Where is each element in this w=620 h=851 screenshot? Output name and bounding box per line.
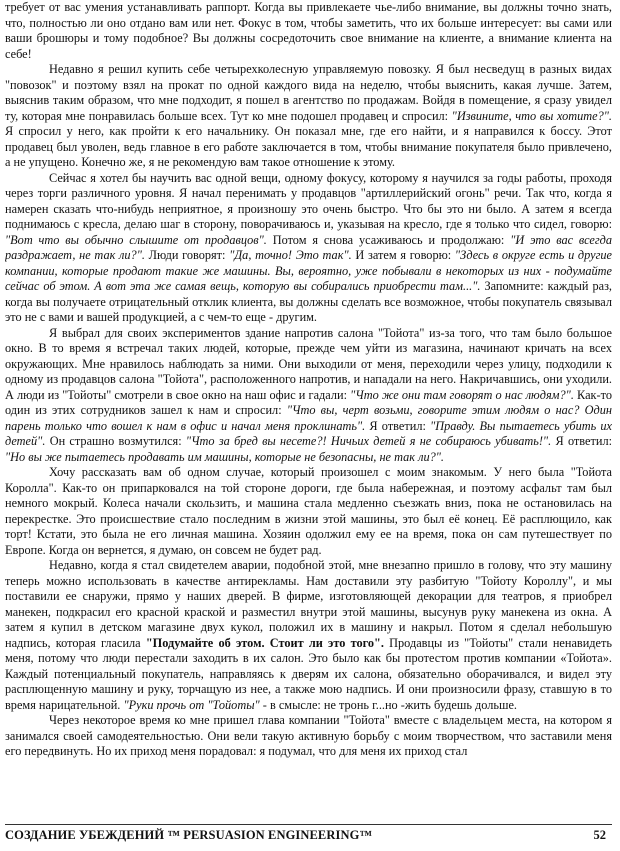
text-run: Он страшно возмутился: xyxy=(45,434,186,448)
quote-run: "Здесь в округе есть и другие компании, которые продают такие же машины. Вы, вероятно, уже побывали в некоторых из них - подумайте сейчас об этом. А вот эта же самая вещь, которую вы собирались приобрести там...". xyxy=(5,248,612,293)
quote-run: "Да, точно! Это так". xyxy=(229,248,352,262)
text-run: Как-то один из этих сотрудников зашел к нам и спросил: xyxy=(5,387,612,417)
quote-run: "Но вы же пытаетесь продавать им машины, которые не безопасны, не так ли?". xyxy=(5,449,444,464)
quote-run: "Вот что вы обычно слышите от продавцов". xyxy=(5,232,267,247)
text-run: требует от вас умения устанавливать раппорт. Когда вы привлекаете чье-либо внимание, вы должны точно знать, что, полностью ли оно отдано вам или нет. Фокус в том, чтобы заметить, что их больше интересует: вы сами или ваши брошюры и тому подобное? Вы должны сосредоточить свое внимание на клиенте, а внимание клиента на себе! xyxy=(5,0,612,61)
text-run: Хочу рассказать вам об одном случае, который произошел с моим знакомым. У него была "Тойота Королла". Как-то он припарковался на той стороне дороги, где была набережная, и поэтому асфальт там был немного мокрый. Колеса начали скользить, и машина стала медленно съезжать вниз, пока не остановилась на перекрестке. Это происшествие стало последним в жизни этой машины, это был её конец. Её расплющило, как торт! Кстати, это была не его личная машина. Хозяин одолжил ему ее на время, пока он сам путешествует по Европе. Когда он вернется, я думаю, он совсем не будет рад. xyxy=(5,465,612,557)
page-footer xyxy=(5,828,612,846)
text-run: Я спросил у него, как пройти к его начальнику. Он показал мне, где его найти, и я направился к боссу. Этот продавец был уволен, ведь главное в его работе заключается в том, чтобы внимание покупателя было привлечено, а не упущено. Конечно же, я не рекомендую вам такое отношение к этому. xyxy=(5,124,612,169)
quote-run: "Что вы, черт возьми, говорите этим людям о нас? Один парень только что вошел к нам в офис и начал меня проклинать". xyxy=(5,403,612,433)
text-run: Потом я снова усаживаюсь и продолжаю: xyxy=(266,232,511,247)
quote-run: "Что за бред вы несете?! Ничьих детей я не собираюсь убивать!". xyxy=(185,434,552,448)
text-run: Сейчас я хотел бы научить вас одной вещи, одному фокусу, которому я научился за годы работы, проходя через торги различного уровня. Я начал перенимать у продавцов "артиллерийский огонь" речи. Так что, когда я намерен сказать что-нибудь неприятное, я произношу это очень быстро. Что бы это ни было. А затем я всегда поднимаюсь с кресла, делаю шаг в сторону, поворачиваюсь и, указывая на кресло, где я только что сидел, говорю: xyxy=(5,170,612,231)
text-run: Я ответил: xyxy=(551,434,612,448)
text-run: Через некоторое время ко мне пришел глава компании "Тойота" вместе с владельцем места, на котором я занимался своей самодеятельностью. Они вели такую активную борьбу с моим творчеством, что заставили меня его передвинуть. Но их приход меня порадовал: я подумал, что для меня их приход стал xyxy=(5,713,612,758)
body-text xyxy=(5,0,612,818)
quote-run: "Извините, что вы хотите?". xyxy=(451,108,612,123)
paragraph-7 xyxy=(5,713,612,760)
page-number: 52 xyxy=(593,828,606,842)
text-run: Недавно, когда я стал свидетелем аварии, подобной этой, мне внезапно пришло в голову, что эту машину теперь можно использовать в качестве антирекламы. Нам доставили эту разбитую "Тойоту Короллу", и мы поставили ее снаружи, прямо у наших дверей. В фирме, изготовляющей декорации для театров, я приобрел манекен, подкрасил его красной краской и разместил внутри этой машины, высунув руку манекена из окна. А затем я купил в детском магазине двух кукол, положил их в машину и накрыл. Потом я сделал небольшую надпись, которая гласила xyxy=(5,558,612,650)
text-run: Люди говорят: xyxy=(144,248,230,262)
paragraph-4 xyxy=(5,326,612,466)
text-run: Я ответил: xyxy=(365,418,431,433)
footer-book-title: СОЗДАНИЕ УБЕЖДЕНИЙ ™ PERSUASION ENGINEERING™ xyxy=(5,828,373,842)
quote-run: "И это вас всегда раздражает, не так ли?". xyxy=(5,232,612,262)
text-run: Недавно я решил купить себе четырехколесную управляемую повозку. Я был несведущ в разных видах "повозок" и поэтому взял на прокат по одной каждого вида на неделю, чтобы выяснить, какая лучше. Затем, выяснив таким образом, что мне подходит, я пошел в агентство по продажам. Войдя в помещение, я сразу увидел ту, которая мне понравилась больше всех. Тут ко мне подошел продавец и спросил: xyxy=(5,62,612,123)
text-run: Запомните: каждый раз, когда вы получаете отрицательный отклик клиента, вы должны сделать все возможное, чтобы покупатель связывал это не с вами и вашей продукцией, а с чем-то еще - другим. xyxy=(5,279,612,324)
quote-run: "Руки прочь от "Тойоты" xyxy=(123,697,260,712)
text-run: И затем я говорю: xyxy=(351,248,455,262)
paragraph-1 xyxy=(5,0,612,62)
paragraph-5 xyxy=(5,465,612,558)
paragraph-6 xyxy=(5,558,612,713)
text-run: Я выбрал для своих экспериментов здание напротив салона "Тойота" из-за того, что там было большое окно. В то время я встречал таких людей, которые, прежде чем уйти из магазина, начинают кричать на всех окружающих. Мне нравилось наблюдать за ними. Они выходили от меня, переходили через улицу, подходили к одному из продавцов салона "Тойота", расположенного напротив, и нападали на него. Накричавшись, они уходили. А люди из "Тойоты" смотрели в свое окно на наш офис и гадали: xyxy=(5,325,612,402)
paragraph-3 xyxy=(5,171,612,326)
document-page xyxy=(5,0,612,851)
paragraph-2 xyxy=(5,62,612,171)
quote-run: "Что же они там говорят о нас людям?". xyxy=(350,387,574,402)
bold-sign-text: "Подумайте об этом. Стоит ли это того". xyxy=(145,635,384,650)
text-run: Продавцы из "Тойоты" стали ненавидеть меня, потому что люди перестали заходить в их салон. Это было как бы протестом против компании «Тойота». Каждый потенциальный покупатель, направляясь к дверям их салона, обязательно оборачивался, и видел эту расплющенную машину и руку, торчащую из нее, а также мою надпись. И они произносили фразу, ставшую в то время нарицательной. xyxy=(5,635,612,712)
quote-run: "Правду. Вы пытаетесь убить их детей". xyxy=(5,418,612,448)
text-run: - в смысле: не тронь г...но -жить будешь дольше. xyxy=(259,697,518,712)
footer-divider xyxy=(5,824,612,825)
